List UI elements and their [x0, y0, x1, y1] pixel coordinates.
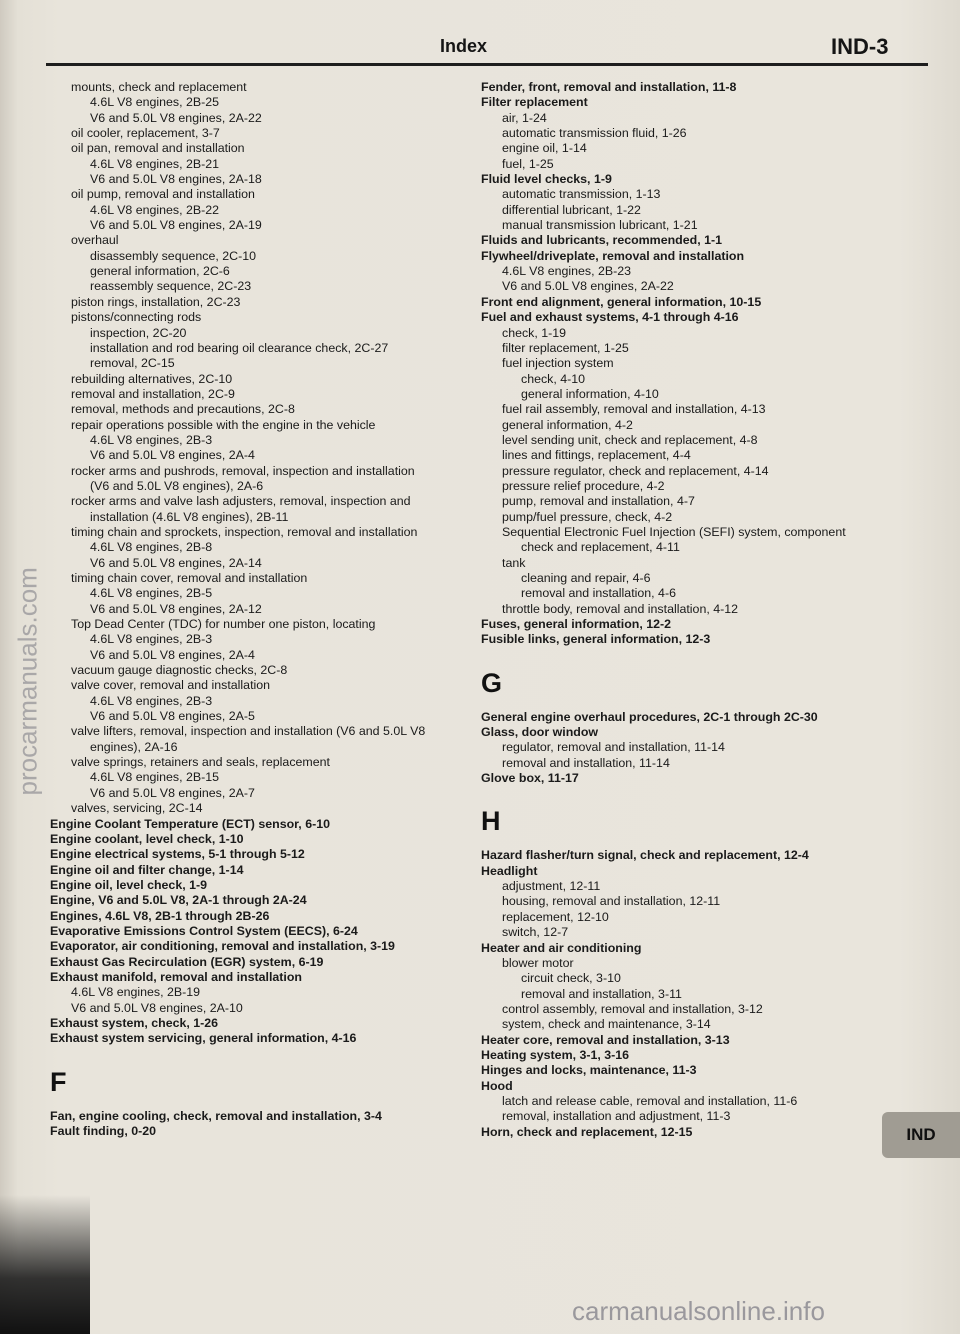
index-subentry: control assembly, removal and installation, 3-12	[502, 1001, 763, 1016]
index-entry: Fender, front, removal and installation, 11-8	[481, 80, 737, 94]
index-subentry: rebuilding alternatives, 2C-10	[71, 371, 233, 386]
index-subentry: timing chain cover, removal and installation	[71, 571, 308, 585]
index-subentry: V6 and 5.0L V8 engines, 2A-22	[502, 279, 674, 294]
index-entry: Hood	[481, 1078, 513, 1093]
index-subentry: piston rings, installation, 2C-23	[71, 294, 241, 309]
index-entry: Hinges and locks, maintenance, 11-3	[481, 1063, 697, 1078]
index-subentry: overhaul	[71, 233, 119, 248]
index-subentry: latch and release cable, removal and installation, 11-6	[502, 1093, 798, 1108]
index-subentry: V6 and 5.0L V8 engines, 2A-12	[90, 601, 262, 616]
index-subentry: reassembly sequence, 2C-23	[90, 279, 252, 294]
index-subentry: removal, installation and adjustment, 11-3	[502, 1109, 731, 1124]
index-entry: Engine Coolant Temperature (ECT) sensor, 6-10	[50, 816, 330, 831]
index-subentry: 4.6L V8 engines, 2B-23	[502, 264, 632, 279]
index-entry: Fan, engine cooling, check, removal and installation, 3-4	[50, 1108, 382, 1123]
binding-shadow	[0, 1195, 90, 1334]
index-subentry: 4.6L V8 engines, 2B-15	[90, 770, 220, 785]
watermark-bottom: carmanualsonline.info	[572, 1296, 825, 1326]
index-entry: Exhaust Gas Recirculation (EGR) system, 6-19	[50, 954, 324, 969]
index-entry: Engines, 4.6L V8, 2B-1 through 2B-26	[50, 908, 270, 923]
index-subentry: removal and installation, 2C-9	[71, 386, 235, 401]
section-letter: G	[481, 667, 503, 698]
index-subentry: disassembly sequence, 2C-10	[90, 248, 256, 263]
index-subentry: cleaning and repair, 4-6	[521, 571, 651, 585]
index-subentry: system, check and maintenance, 3-14	[502, 1017, 711, 1032]
index-subentry: level sending unit, check and replacement, 4-8	[502, 432, 758, 447]
index-entry: Engine oil, level check, 1-9	[50, 877, 208, 892]
index-entry: Hazard flasher/turn signal, check and replacement, 12-4	[481, 848, 809, 863]
index-subentry: (V6 and 5.0L V8 engines), 2A-6	[90, 478, 264, 493]
index-subentry: automatic transmission, 1-13	[502, 187, 661, 202]
index-entry: Heater and air conditioning	[481, 940, 642, 955]
index-entry: Exhaust system, check, 1-26	[50, 1015, 219, 1030]
index-entry: Headlight	[481, 863, 538, 878]
index-subentry: installation (4.6L V8 engines), 2B-11	[90, 509, 289, 524]
index-subentry: fuel rail assembly, removal and installation, 4-13	[502, 402, 766, 417]
index-subentry: oil pan, removal and installation	[71, 141, 245, 156]
index-subentry: removal and installation, 4-6	[521, 586, 676, 601]
index-entry: Flywheel/driveplate, removal and installation	[481, 248, 745, 263]
index-subentry: Top Dead Center (TDC) for number one piston, locating	[71, 617, 376, 632]
index-subentry: vacuum gauge diagnostic checks, 2C-8	[71, 663, 288, 678]
index-subentry: mounts, check and replacement	[71, 80, 247, 94]
index-entry: Fault finding, 0-20	[50, 1124, 157, 1138]
index-subentry: removal and installation, 3-11	[521, 986, 682, 1001]
index-subentry: 4.6L V8 engines, 2B-25	[90, 95, 220, 110]
index-subentry: replacement, 12-10	[502, 909, 609, 924]
index-entry: Engine oil and filter change, 1-14	[50, 862, 244, 877]
index-subentry: valve cover, removal and installation	[71, 678, 271, 693]
index-subentry: valves, servicing, 2C-14	[71, 801, 203, 816]
index-subentry: housing, removal and installation, 12-11	[502, 894, 721, 909]
index-subentry: circuit check, 3-10	[521, 971, 621, 986]
index-subentry: removal and installation, 11-14	[502, 755, 670, 770]
index-subentry: oil pump, removal and installation	[71, 187, 255, 202]
page-title: Index	[440, 36, 488, 56]
index-subentry: pressure regulator, check and replacement, 4-14	[502, 463, 769, 478]
index-entry: Evaporator, air conditioning, removal and installation, 3-19	[50, 939, 395, 954]
index-entry: Heater core, removal and installation, 3-13	[481, 1032, 730, 1047]
index-subentry: V6 and 5.0L V8 engines, 2A-5	[90, 709, 255, 724]
index-entry: Heating system, 3-1, 3-16	[481, 1047, 630, 1062]
index-entry: Engine coolant, level check, 1-10	[50, 831, 244, 846]
index-subentry: V6 and 5.0L V8 engines, 2A-14	[90, 555, 262, 570]
index-subentry: regulator, removal and installation, 11-14	[502, 740, 725, 755]
index-side-tab[interactable]: IND	[882, 1112, 960, 1158]
index-entry: Exhaust system servicing, general information, 4-16	[50, 1031, 357, 1046]
index-subentry: 4.6L V8 engines, 2B-3	[90, 632, 213, 647]
index-subentry: repair operations possible with the engine in the vehicle	[71, 417, 376, 432]
section-letter: H	[481, 806, 501, 837]
index-subentry: switch, 12-7	[502, 925, 569, 940]
index-subentry: throttle body, removal and installation, 4-12	[502, 601, 739, 616]
index-subentry: 4.6L V8 engines, 2B-22	[90, 202, 220, 217]
index-entry: Filter replacement	[481, 95, 588, 110]
index-subentry: V6 and 5.0L V8 engines, 2A-22	[90, 110, 262, 125]
index-entry: Front end alignment, general information, 10-15	[481, 294, 762, 309]
index-subentry: automatic transmission fluid, 1-26	[502, 126, 687, 141]
index-subentry: filter replacement, 1-25	[502, 340, 629, 355]
index-subentry: V6 and 5.0L V8 engines, 2A-19	[90, 218, 262, 233]
index-entry: Glass, door window	[481, 725, 599, 740]
index-subentry: pressure relief procedure, 4-2	[502, 478, 665, 493]
index-subentry: rocker arms and pushrods, removal, inspection and installation	[71, 463, 415, 478]
index-subentry: pistons/connecting rods	[71, 310, 202, 325]
index-subentry: V6 and 5.0L V8 engines, 2A-4	[90, 448, 255, 463]
index-subentry: valve springs, retainers and seals, replacement	[71, 755, 330, 770]
index-subentry: general information, 4-10	[521, 386, 659, 401]
index-subentry: check, 4-10	[521, 371, 586, 386]
index-subentry: V6 and 5.0L V8 engines, 2A-4	[90, 647, 255, 662]
index-subentry: V6 and 5.0L V8 engines, 2A-7	[90, 785, 255, 800]
index-subentry: adjustment, 12-11	[502, 879, 601, 894]
section-letter: F	[50, 1066, 67, 1097]
index-entry: Fuses, general information, 12-2	[481, 617, 672, 632]
index-column-left	[50, 80, 470, 1139]
index-entry: Engine, V6 and 5.0L V8, 2A-1 through 2A-24	[50, 893, 307, 908]
index-entry: Fluid level checks, 1-9	[481, 172, 612, 187]
index-subentry: 4.6L V8 engines, 2B-5	[90, 586, 213, 601]
index-subentry: tank	[502, 555, 526, 570]
index-subentry: lines and fittings, replacement, 4-4	[502, 448, 691, 463]
page-number: IND-3	[831, 34, 889, 59]
index-subentry: 4.6L V8 engines, 2B-3	[90, 693, 213, 708]
index-entry: General engine overhaul procedures, 2C-1 through 2C-30	[481, 709, 818, 724]
index-entry: Fusible links, general information, 12-3	[481, 632, 711, 647]
index-subentry: engine oil, 1-14	[502, 141, 587, 156]
index-subentry: V6 and 5.0L V8 engines, 2A-10	[71, 1000, 243, 1015]
index-subentry: 4.6L V8 engines, 2B-8	[90, 540, 213, 555]
index-subentry: manual transmission lubricant, 1-21	[502, 218, 698, 233]
index-entry: Exhaust manifold, removal and installation	[50, 969, 302, 984]
header-rule	[46, 63, 928, 66]
index-subentry: timing chain and sprockets, inspection, removal and installation	[71, 524, 418, 539]
index-entry: Evaporative Emissions Control System (EECS), 6-24	[50, 923, 358, 938]
index-entry: Fuel and exhaust systems, 4-1 through 4-16	[481, 310, 739, 325]
index-entry: Horn, check and replacement, 12-15	[481, 1124, 693, 1139]
index-subentry: pump/fuel pressure, check, 4-2	[502, 509, 673, 524]
index-subentry: rocker arms and valve lash adjusters, removal, inspection and	[71, 494, 411, 509]
index-subentry: inspection, 2C-20	[90, 325, 187, 340]
index-column-right	[481, 80, 911, 1140]
index-subentry: Sequential Electronic Fuel Injection (SEFI) system, component	[502, 524, 846, 539]
index-subentry: air, 1-24	[502, 110, 547, 125]
index-subentry: V6 and 5.0L V8 engines, 2A-18	[90, 172, 262, 187]
index-subentry: check and replacement, 4-11	[521, 540, 680, 555]
index-subentry: valve lifters, removal, inspection and installation (V6 and 5.0L V8	[71, 724, 426, 739]
index-subentry: general information, 2C-6	[90, 264, 230, 279]
index-subentry: installation and rod bearing oil clearance check, 2C-27	[90, 340, 389, 355]
index-subentry: engines), 2A-16	[90, 739, 178, 754]
watermark-left: procarmanuals.com	[12, 567, 43, 796]
index-subentry: differential lubricant, 1-22	[502, 202, 641, 217]
index-entry: Fluids and lubricants, recommended, 1-1	[481, 233, 722, 248]
index-subentry: removal, methods and precautions, 2C-8	[71, 402, 295, 417]
index-subentry: check, 1-19	[502, 325, 567, 340]
index-subentry: 4.6L V8 engines, 2B-3	[90, 432, 213, 447]
index-entry: Engine electrical systems, 5-1 through 5-12	[50, 847, 305, 862]
index-subentry: 4.6L V8 engines, 2B-19	[71, 985, 201, 1000]
index-subentry: general information, 4-2	[502, 417, 633, 432]
index-subentry: fuel, 1-25	[502, 156, 554, 171]
index-subentry: pump, removal and installation, 4-7	[502, 494, 695, 509]
index-subentry: 4.6L V8 engines, 2B-21	[90, 156, 220, 171]
index-subentry: blower motor	[502, 955, 574, 970]
index-subentry: oil cooler, replacement, 3-7	[71, 126, 220, 141]
index-subentry: removal, 2C-15	[90, 356, 175, 371]
index-entry: Glove box, 11-17	[481, 771, 579, 786]
index-subentry: fuel injection system	[502, 356, 614, 371]
